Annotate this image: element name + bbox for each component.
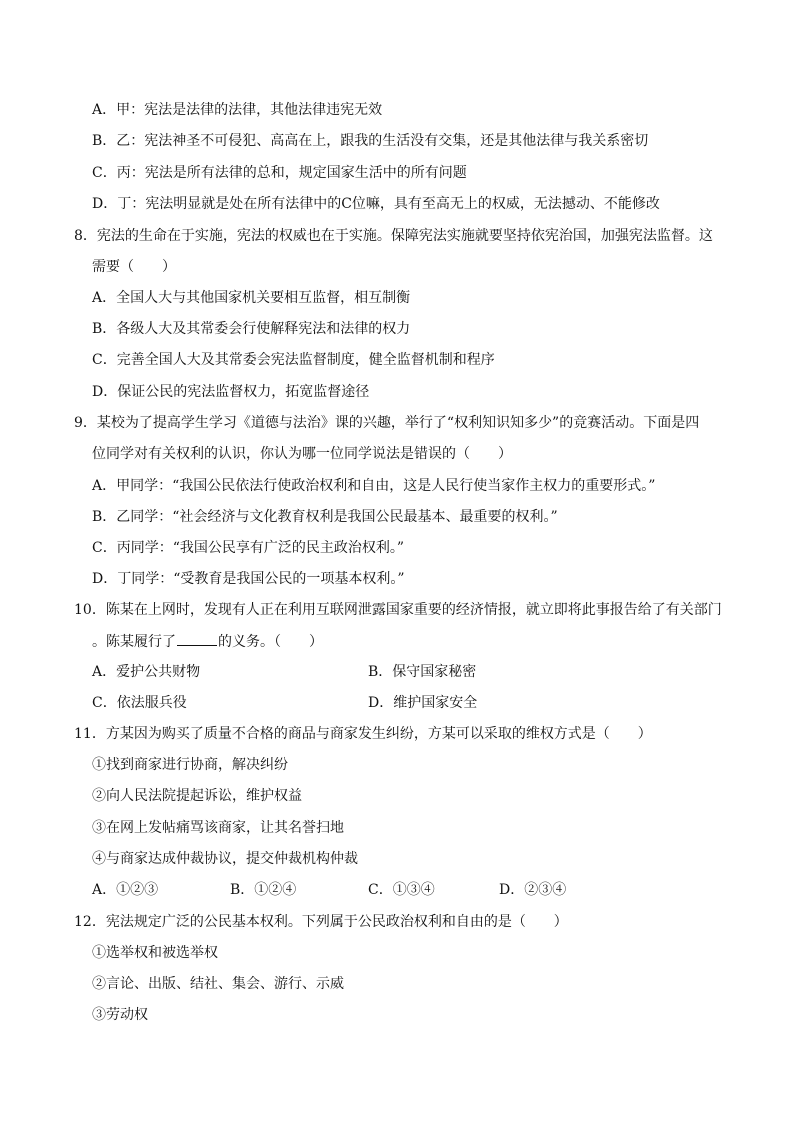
q9-stem-line1: 9．某校为了提高学生学习《道德与法治》课的兴趣，举行了“权利知识知多少”的竞赛活动。下面是四 (74, 415, 700, 431)
q10-stem-part2: 的义务。（ ） (218, 634, 323, 650)
q8-option-a: A．全国人大与其他国家机关要相互监督，相互制衡 (92, 290, 411, 306)
q7-option-b: B．乙：宪法神圣不可侵犯、高高在上，跟我的生活没有交集，还是其他法律与我关系密切 (92, 133, 649, 149)
q8-option-d: D．保证公民的宪法监督权力，拓宽监督途径 (92, 384, 370, 400)
q12-item-1: ①选举权和被选举权 (92, 945, 218, 961)
q10-option-c: C．依法服兵役 (92, 695, 187, 711)
q12-item-2: ②言论、出版、结社、集会、游行、示威 (92, 976, 344, 992)
q12-stem: 12．宪法规定广泛的公民基本权利。下列属于公民政治权利和自由的是（ ） (74, 914, 568, 930)
q9-option-d: D．丁同学：“受教育是我国公民的一项基本权利。” (92, 571, 405, 587)
q8-stem-line1: 8．宪法的生命在于实施，宪法的权威也在于实施。保障宪法实施就要坚持依宪治国，加强宪法监督。这 (74, 228, 713, 244)
q11-option-c: C．①③④ (368, 882, 435, 898)
q11-option-d: D．②③④ (499, 882, 567, 898)
q8-option-c: C．完善全国人大及其常委会宪法监督制度，健全监督机制和程序 (92, 352, 495, 368)
q7-option-c: C．丙：宪法是所有法律的总和，规定国家生活中的所有问题 (92, 165, 467, 181)
q11-option-b: B．①②④ (230, 882, 297, 898)
q11-item-4: ④与商家达成仲裁协议，提交仲裁机构仲裁 (92, 851, 358, 867)
q9-option-b: B．乙同学：“社会经济与文化教育权利是我国公民最基本、最重要的权利。” (92, 509, 558, 525)
q11-stem: 11．方某因为购买了质量不合格的商品与商家发生纠纷，方某可以采取的维权方式是（ ） (74, 726, 652, 742)
q9-stem-line2: 位同学对有关权利的认识，你认为哪一位同学说法是错误的（ ） (92, 446, 512, 462)
q12-item-3: ③劳动权 (92, 1007, 148, 1023)
answer-blank (177, 631, 217, 646)
q11-item-2: ②向人民法院提起诉讼，维护权益 (92, 788, 302, 804)
q8-option-b: B．各级人大及其常委会行使解释宪法和法律的权力 (92, 321, 411, 337)
q10-stem-part1: 。陈某履行了 (92, 634, 176, 650)
q7-option-a: A．甲：宪法是法律的法律，其他法律违宪无效 (92, 102, 383, 118)
q7-option-d: D．丁：宪法明显就是处在所有法律中的C位嘛，具有至高无上的权威，无法撼动、不能修改 (92, 196, 660, 212)
q10-option-b: B．保守国家秘密 (368, 664, 477, 680)
q11-item-3: ③在网上发帖痛骂该商家，让其名誉扫地 (92, 820, 344, 836)
q10-stem-line1: 10．陈某在上网时，发现有人正在利用互联网泄露国家重要的经济情报，就立即将此事报告给了有关部门 (74, 602, 722, 618)
q10-option-d: D．维护国家安全 (368, 695, 478, 711)
q9-option-c: C．丙同学：“我国公民享有广泛的民主政治权利。” (92, 540, 405, 556)
q11-item-1: ①找到商家进行协商，解决纠纷 (92, 757, 288, 773)
q8-stem-line2: 需要（ ） (92, 259, 176, 275)
q10-option-a: A．爱护公共财物 (92, 664, 201, 680)
q11-option-a: A．①②③ (92, 882, 159, 898)
q9-option-a: A．甲同学：“我国公民依法行使政治权利和自由，这是人民行使当家作主权力的重要形式。” (92, 478, 656, 494)
q10-stem-line2 (92, 631, 323, 652)
